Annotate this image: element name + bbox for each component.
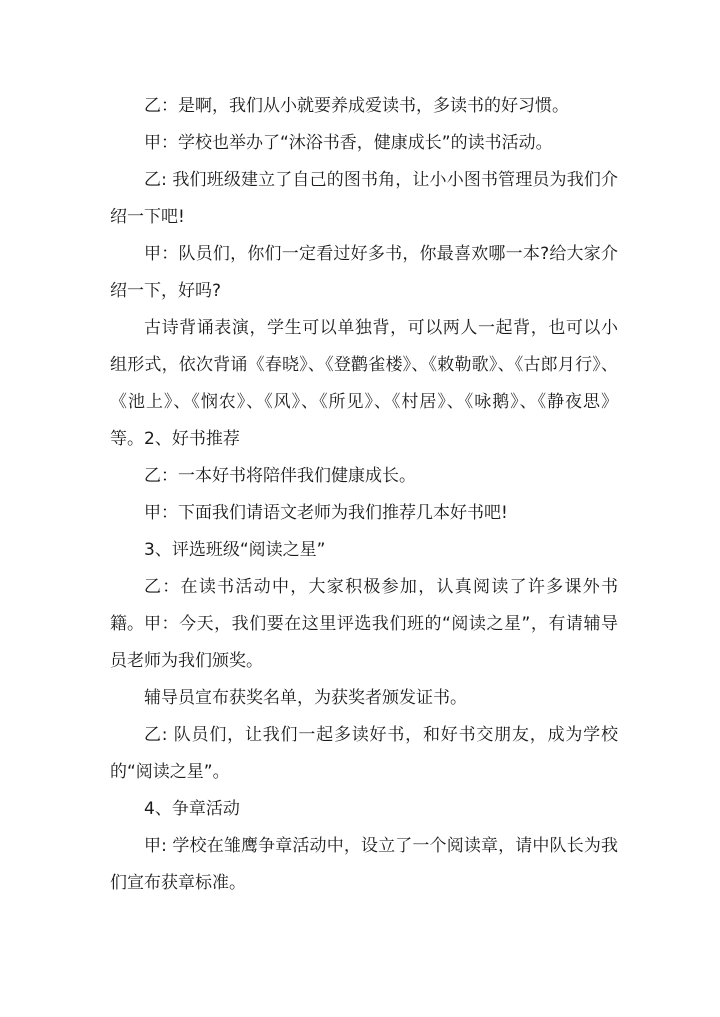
paragraph-2: 甲：学校也举办了“沐浴书香，健康成长”的读书活动。 <box>144 133 553 153</box>
paragraph-7: 甲：下面我们请语文老师为我们推荐几本好书吧! <box>144 503 508 523</box>
paragraph-3: 乙: 我们班级建立了自己的图书角，让小小图书管理员为我们介绍一下吧! <box>110 170 618 227</box>
paragraph-10: 辅导员宣布获奖名单，为获奖者颁发证书。 <box>144 688 467 708</box>
paragraph-9: 甲：今天，我们要在这里评选我们班的“阅读之星”，有请辅导员老师为我们颁奖。 <box>110 614 618 671</box>
paragraph-8: 乙：在读书活动中，大家积极参加，认真阅读了许多课外书籍。 <box>110 577 618 634</box>
section-heading-2: 2、好书推荐 <box>144 429 240 449</box>
paragraph-1: 乙：是啊，我们从小就要养成爱读书，多读书的好习惯。 <box>144 96 569 116</box>
paragraph-5: 古诗背诵表演，学生可以单独背，可以两人一起背，也可以小组形式，依次背诵《春晓》、《登鹳雀楼》、《敕勒歌》、《古郎月行》、《池上》、《悯农》、《风》、《所见》、《村居》、《咏鹅》、《静夜思》等。 <box>110 318 618 449</box>
paragraph-11: 乙: 队员们，让我们一起多读好书，和好书交朋友，成为学校的“阅读之星”。 <box>110 725 618 782</box>
paragraph-6: 乙：一本好书将陪伴我们健康成长。 <box>144 466 416 486</box>
paragraph-4: 甲：队员们，你们一定看过好多书，你最喜欢哪一本?给大家介绍一下，好吗? <box>110 244 618 301</box>
paragraph-12: 甲: 学校在雏鹰争章活动中，设立了一个阅读章，请中队长为我们宣布获章标准。 <box>110 836 618 893</box>
section-heading-3: 3、评选班级“阅读之星” <box>144 540 326 560</box>
section-heading-4: 4、争章活动 <box>144 799 240 819</box>
